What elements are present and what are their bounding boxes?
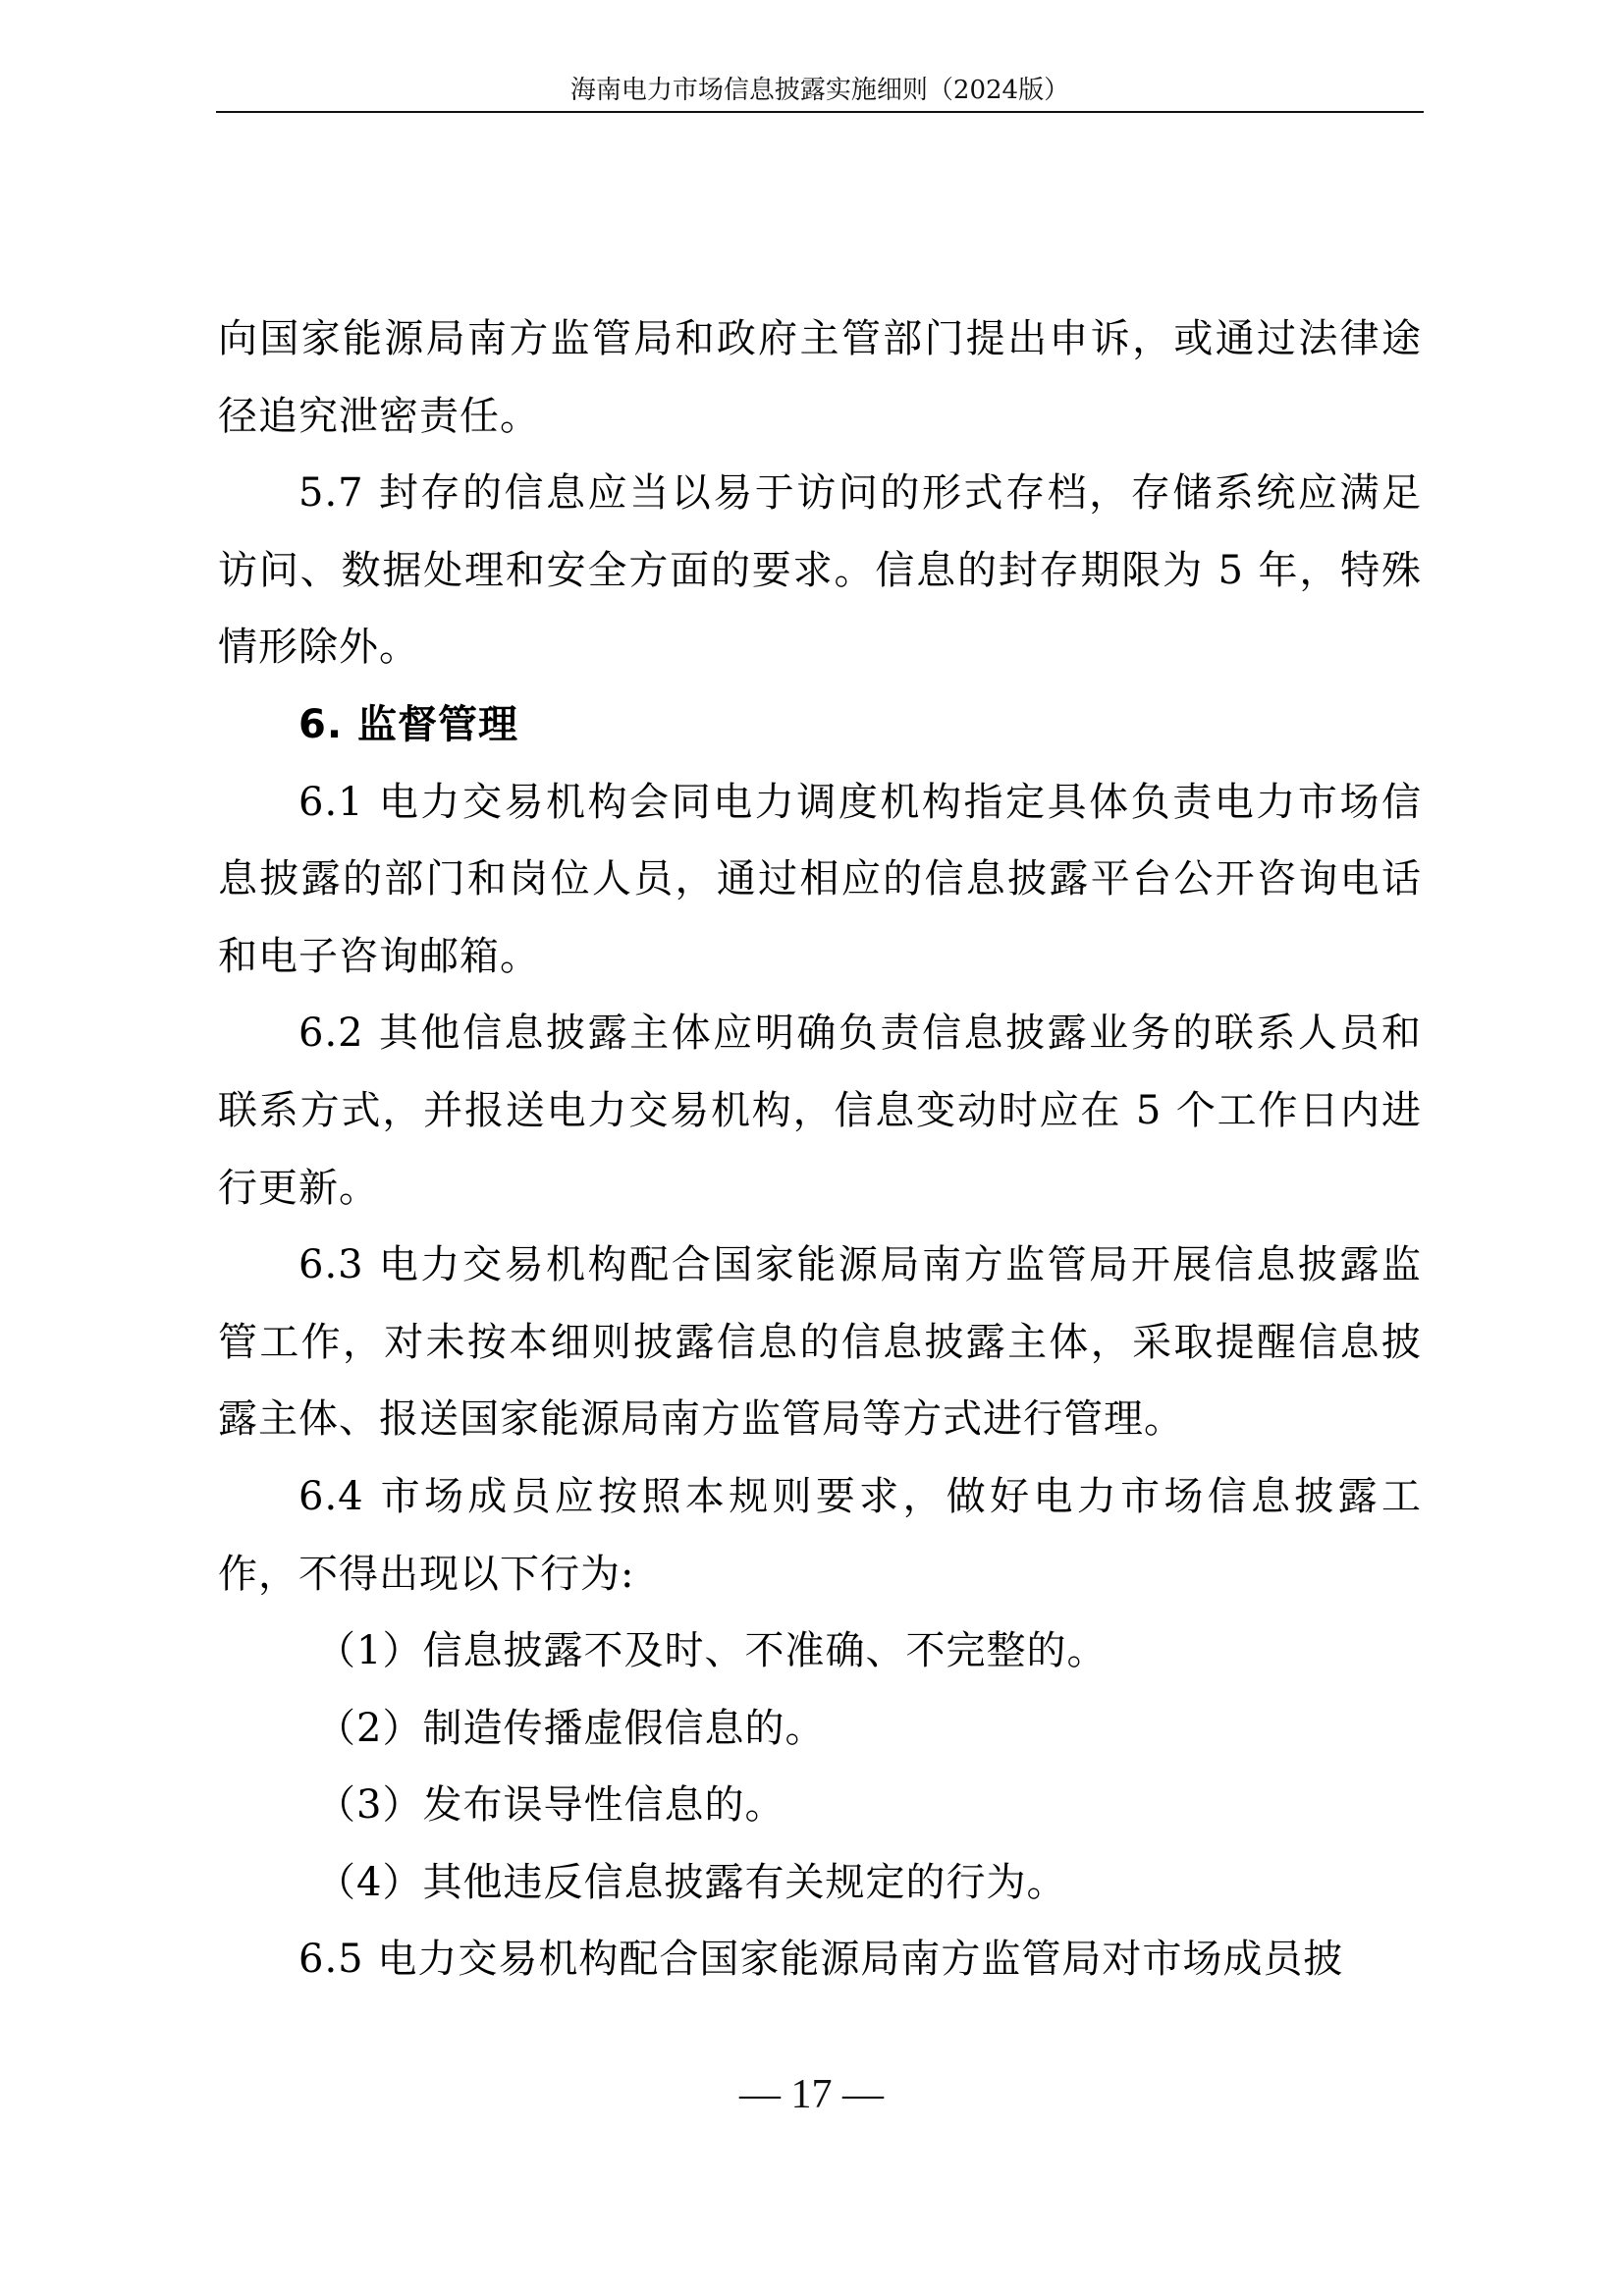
header-rule <box>216 111 1424 113</box>
running-header: 海南电力市场信息披露实施细则（2024版） <box>569 76 1070 105</box>
paragraph-6-4: 6.4 市场成员应按照本规则要求，做好电力市场信息披露工作，不得出现以下行为: <box>218 1473 1422 1597</box>
page-number: — 17 — <box>739 2072 884 2117</box>
section-heading-6: 6. 监督管理 <box>298 701 518 747</box>
paragraph-6-3: 6.3 电力交易机构配合国家能源局南方监管局开展信息披露监管工作，对未按本细则披露信息的信息披露主体，采取提醒信息披露主体、报送国家能源局南方监管局等方式进行管理。 <box>218 1242 1422 1443</box>
list-item-3: （3）发布误导性信息的。 <box>316 1782 785 1829</box>
paragraph-6-2: 6.2 其他信息披露主体应明确负责信息披露业务的联系人员和联系方式，并报送电力交易机构，信息变动时应在 5 个工作日内进行更新。 <box>218 1011 1422 1211</box>
list-item-1: （1）信息披露不及时、不准确、不完整的。 <box>316 1628 1108 1674</box>
list-item-4: （4）其他违反信息披露有关规定的行为。 <box>316 1859 1067 1905</box>
paragraph-5-7: 5.7 封存的信息应当以易于访问的形式存档，存储系统应满足访问、数据处理和安全方面的要求。信息的封存期限为 5 年，特殊情形除外。 <box>218 470 1422 671</box>
paragraph-6-5: 6.5 电力交易机构配合国家能源局南方监管局对市场成员披 <box>298 1937 1344 1983</box>
paragraph-6-1: 6.1 电力交易机构会同电力调度机构指定具体负责电力市场信息披露的部门和岗位人员，通过相应的信息披露平台公开咨询电话和电子咨询邮箱。 <box>218 779 1422 979</box>
paragraph-continuation: 向国家能源局南方监管局和政府主管部门提出申诉，或通过法律途径追究泄密责任。 <box>218 316 1422 439</box>
list-item-2: （2）制造传播虚假信息的。 <box>316 1705 826 1751</box>
document-body <box>218 301 1422 1998</box>
